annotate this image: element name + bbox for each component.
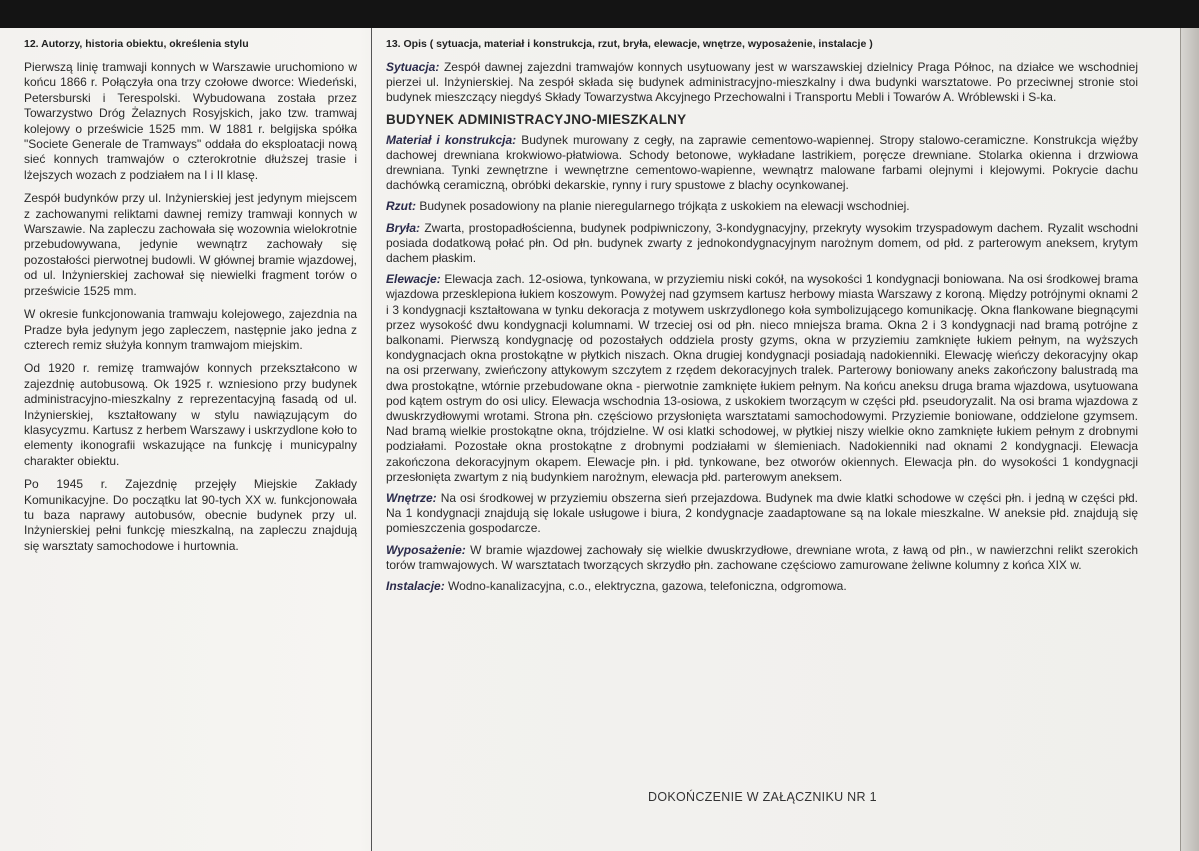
equipment-paragraph xyxy=(386,543,1138,573)
history-paragraph-3: W okresie funkcjonowania tramwaju kolejowego, zajezdnia na Pradze była jedynym jego zapleczem, następnie jako jedna z czterech remiz służyła konnym tramwajom miejskim. xyxy=(24,307,357,352)
plan-text: Budynek posadowiony na planie nieregularnego trójkąta z uskokiem na elewacji wschodniej. xyxy=(416,199,910,214)
column-divider xyxy=(371,28,372,851)
interior-paragraph xyxy=(386,491,1138,537)
interior-label: Wnętrze: xyxy=(386,491,437,506)
massing-paragraph xyxy=(386,221,1138,267)
equipment-text: W bramie wjazdowej zachowały się wielkie dwuskrzydłowe, drewniane wrota, z ławą od płn., w nawierzchni relikt szerokich torów tramwajowych. W warsztatach tworzących skrzydło płn. zachowane częściowo zamurowane żeliwne kolumny z końca XIX w. xyxy=(386,542,1138,572)
interior-text: Na osi środkowej w przyziemiu obszerna sień przejazdowa. Budynek ma dwie klatki schodowe w części płn. i jedną w części płd. Na 1 kondygnacji znajdują się lokale usługowe i biura, 2 kondygnacje zaadaptowane są na lokale mieszkalne. W aneksie płd. znajdują się pomieszczenia gospodarcze. xyxy=(386,491,1138,536)
section-12-title: 12. Autorzy, historia obiektu, określenia stylu xyxy=(24,38,249,50)
massing-label: Bryła: xyxy=(386,220,421,235)
history-paragraph-1: Pierwszą linię tramwaji konnych w Warszawie uruchomiono w końcu 1866 r. Połączyła ona trzy czołowe dworce: Wiedeński, Petersburski i Terespolski. Wybudowana została przez Towarzystwo Dróg Żelaznych Rosyjskich, jako tzw. tramwaj kolejowy o prześwicie 1525 mm. W 1881 r. belgijska spółka "Societe Generale de Tramways" oddała do eksploatacji nową sieć konnych tramwajów o czterokrotnie dłuższej trasie i lżejszych wozach z podziałem na I i II klasę. xyxy=(24,60,357,182)
situation-label: Sytuacja: xyxy=(386,60,440,74)
right-column xyxy=(386,38,1138,600)
situation-paragraph xyxy=(386,60,1138,106)
plan-paragraph xyxy=(386,199,1138,214)
section-13-title: 13. Opis ( sytuacja, materiał i konstrukcja, rzut, bryła, elewacje, wnętrze, wyposażenie, instalacje ) xyxy=(386,38,873,50)
installations-label: Instalacje: xyxy=(386,579,445,594)
installations-paragraph xyxy=(386,579,1138,594)
material-paragraph xyxy=(386,133,1138,194)
history-paragraph-2: Zespół budynków przy ul. Inżynierskiej jest jedynym miejscem z zachowanymi reliktami dawnej remizy tramwaji konnych w Warszawie. Na zapleczu zachowała się wozownia wielokrotnie przebudowywana, jedynie wewnątrz zachowały się pozostałości pierwotnej budowli. W głównej bramie wjazdowej, od ul. Inżynierskiej zachował się niewielki fragment torów o prześwicie 1525 mm. xyxy=(24,191,357,298)
elevations-label: Elewacje: xyxy=(386,272,441,287)
material-label: Materiał i konstrukcja: xyxy=(386,132,517,147)
elevations-text: Elewacja zach. 12-osiowa, tynkowana, w przyziemiu niski cokół, na wysokości 1 kondygnacji boniowana. Na osi środkowej brama wjazdowa przesklepiona łukiem koszowym. Powyżej nad gzymsem kartusz herbowy miasta Warszawy z koroną. Między potrójnymi oknami 2 i 3 kondygnacji kształtowana w tynku dekoracja z motywem uskrzydlonego koła symbolizującego komunikację. Okna flankowane biegnącymi przez wysokość dwu kondygnacji kolumnami. W trzeciej osi od płn. nieco mniejsza brama. Okna 2 i 3 kondygnacji nad bramą potrójne z balkonami. Pierwszą kondygnację od pozostałych oddziela prosty gzyms, okna w przyziemiu zamknięte łukiem pełnym, na wyższych kondygnacjach okna prostokątne w płytkich niszach. Okna drugiej kondygnacji posiadają nadokienniki. Elewację wieńczy dekoracyjny okap na osi przerwany, zwieńczony attykowym szczytem z rzędem dekoracyjnych tralek. Parterowy boniowany aneks zakończony balustradą ma dwa prostokątne, wtórnie przebudowane okna - pierwotnie zamknięte łukiem pełnym. Na końcu aneksu druga brama wjazdowa, usytuowana pod kątem ostrym do osi ulicy. Elewacja wschodnia 13-osiowa, z uskokiem tworzącym w części płd. pseudoryzalit. Na osi brama wjazdowa z dwuskrzydłowymi wrotami. Strona płn. częściowo przysłonięta warsztatami samochodowymi. Przyziemie boniowane, oddzielone gzymsem. Nad bramą wielkie prostokątne okna, trójdzielne. W osi klatki schodowej, w płytkiej niszy wielkie okno zamknięte łukiem pełnym z drobnymi podziałami. Pozostałe okna prostokątne z drobnymi podziałami w ślemieniach. Nadokienniki nad oknami 2 kondygnacji. Elewacja zakończona dekoracyjnym okapem. Elewacje płn. i płd. tynkowane, bez otworów okiennych. Elewacja płn. do wysokości 1 kondygnacji przesłonięta zwartym z nią budynkiem narożnym, elewacja płd. parterowym aneksem. xyxy=(386,272,1138,484)
material-text: Budynek murowany z cegły, na zaprawie cementowo-wapiennej. Stropy stalowo-ceramiczne. Konstrukcja więźby dachowej drewniana krokwiowo-płatwiowa. Schody betonowe, wykładane lastrikiem, poręcze drewniane. Stolarka okienna i drzwiowa drewniana. Tynki zewnętrzne i wewnętrzne cementowo-wapienne, wewnątrz malowane farbami olejnymi i klejowymi. Pokrycie dachu dachówką ceramiczną, obróbki dekarskie, rynny i rury spustowe z blachy ocynkowanej. xyxy=(386,132,1138,193)
equipment-label: Wyposażenie: xyxy=(386,542,466,557)
building-heading: BUDYNEK ADMINISTRACYJNO-MIESZKALNY xyxy=(386,111,687,127)
continuation-note: DOKOŃCZENIE W ZAŁĄCZNIKU NR 1 xyxy=(648,790,877,804)
top-scan-border xyxy=(0,0,1199,28)
left-column xyxy=(24,38,357,562)
page-edge xyxy=(1180,28,1199,851)
situation-text: Zespół dawnej zajezdni tramwajów konnych usytuowany jest w warszawskiej dzielnicy Praga Północ, na działce we wschodniej pierzei ul. Inżynierskiej. Na zespół składa się budynek administracyjno-mieszkalny i dwa budynki warsztatowe. Po przeciwnej stronie stoi budynek mieszczący niegdyś Składy Towarzystwa Akcyjnego Przechowalni i Transportu Mebli i Towarów A. Wróblewski i S-ka. xyxy=(386,60,1138,105)
plan-label: Rzut: xyxy=(386,199,416,214)
massing-text: Zwarta, prostopadłościenna, budynek podpiwniczony, 3-kondygnacyjny, przekryty wysokim trzyspadowym dachem. Ryzalit wschodni posiada dodatkową połać płn. Od płn. budynek zwarty z jednokondygnacyjnym narożnym domem, od płd. z parterowym aneksem, krytym dachem płaskim. xyxy=(386,220,1138,266)
elevations-paragraph xyxy=(386,272,1138,485)
history-paragraph-4: Od 1920 r. remizę tramwajów konnych przekształcono w zajezdnię autobusową. Ok 1925 r. wzniesiono przy budynek administracyjno-mieszkalny z reprezentacyjną fasadą od ul. Inżynierskiej, kształtowany w stylu nawiązującym do klasycyzmu. Kartusz z herbem Warszawy i uskrzydlone koło to elementy ikonografii wskazujące na funkcję i municypalny charakter obiektu. xyxy=(24,361,357,468)
installations-text: Wodno-kanalizacyjna, c.o., elektryczna, gazowa, telefoniczna, odgromowa. xyxy=(444,579,847,594)
history-paragraph-5: Po 1945 r. Zajezdnię przejęły Miejskie Zakłady Komunikacyjne. Do początku lat 90-tych XX w. funkcjonowała tu baza naprawy autobusów, obecnie budynek przy ul. Inżynierskiej pełni funkcję mieszkalną, na zapleczu znajdują się warsztaty samochodowe i hurtownia. xyxy=(24,477,357,553)
